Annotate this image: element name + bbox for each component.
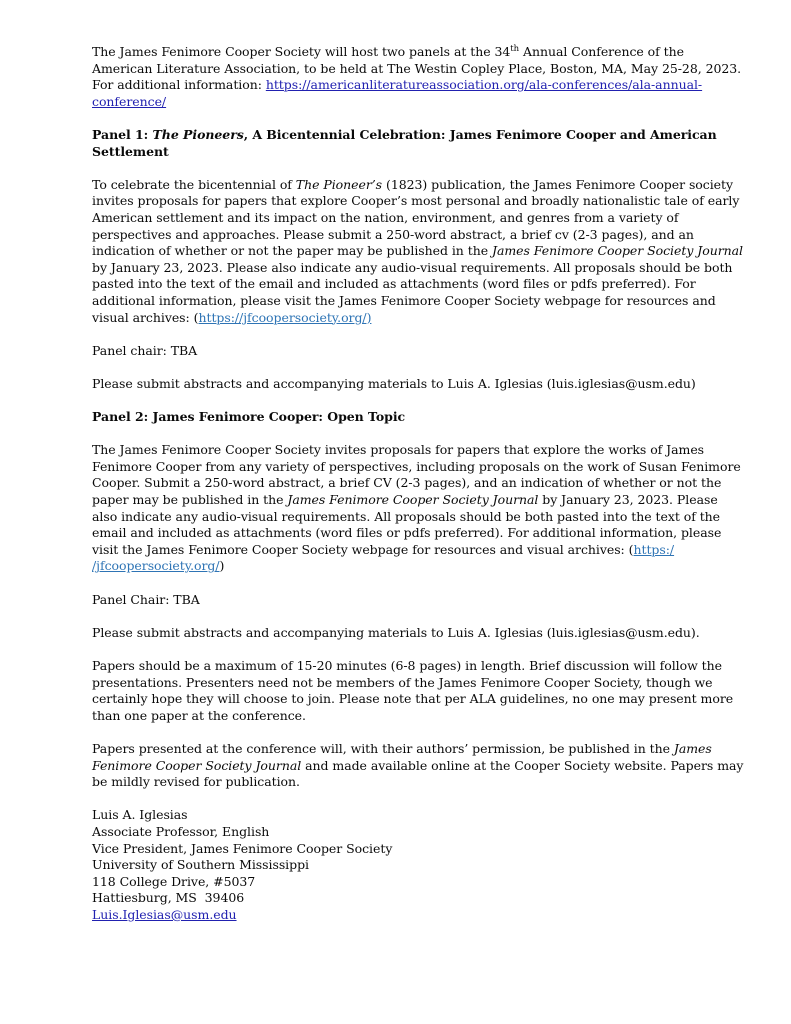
- text-run: and made available online at the Cooper Society website. Papers may be mildly revised for publication.: [92, 757, 744, 790]
- text-run: Luis A. Iglesias: [92, 807, 188, 823]
- text-run: , A Bicentennial Celebration: James Fenimore Cooper and American Settlement: [92, 126, 717, 159]
- signature-email-link[interactable]: Luis.Iglesias@usm.edu: [92, 906, 237, 922]
- text-run: Papers presented at the conference will, with their authors’ permission, be published in the: [92, 740, 674, 756]
- text-run: To celebrate the bicentennial of: [92, 176, 296, 192]
- panel-2-heading: [92, 409, 746, 426]
- text-run: The James Fenimore Cooper Society invites proposals for papers that explore the works of James Fenimore Cooper from any variety of perspectives, including proposals on the work of Susan Fenimore Cooper. Submit a 250-word abstract, a brief CV (2-3 pages), and an indication of whether or not the paper may be published in the: [92, 442, 741, 508]
- panel-1-heading: [92, 127, 746, 160]
- text-run: (1823) publication, the James Fenimore Cooper society invites proposals for papers that explore Cooper’s most personal and broadly nationalistic tale of early American settlement and its impact on the nation, environment, and genres from a variety of perspectives and approaches. Please submit a 250-word abstract, a brief cv (2-3 pages), and an indication of whether or not the paper may be published in the: [92, 176, 740, 259]
- text-run: University of Southern Mississippi: [92, 857, 309, 873]
- text-run: by January 23, 2023. Please also indicate any audio-visual requirements. All proposals should be both pasted into the text of the email and included as attachments (word files or pdfs preferred). For additional information, please visit the James Fenimore Cooper Society webpage for resources and visual archives: (: [92, 259, 733, 325]
- text-run: James Fenimore Cooper Society Journal: [491, 243, 743, 259]
- text-run: th: [510, 43, 520, 54]
- text-run: 118 College Drive, #5037: [92, 873, 256, 889]
- panel-2-description-link[interactable]: https:/ /jfcoopersociety.org/: [92, 541, 675, 574]
- panel-1-submission: [92, 376, 746, 393]
- text-run: Please submit abstracts and accompanying materials to Luis A. Iglesias (luis.iglesias@usm.edu).: [92, 624, 700, 640]
- text-run: The James Fenimore Cooper Society will host two panels at the 34: [92, 44, 511, 59]
- panel-2-chair: [92, 592, 746, 609]
- text-run: Hattiesburg, MS 39406: [92, 890, 245, 906]
- text-run: Panel chair: TBA: [92, 342, 198, 358]
- text-run: Associate Professor, English: [92, 823, 270, 839]
- publication-note: [92, 741, 746, 791]
- text-run: Papers should be a maximum of 15-20 minutes (6-8 pages) in length. Brief discussion will follow the presentations. Presenters need not be members of the James Fenimore Cooper Society, though we certainly hope they will choose to join. Please note that per ALA guidelines, no one may present more than one paper at the conference.: [92, 657, 734, 723]
- intro-paragraph-link[interactable]: https://americanliteratureassociation.org/ala-conferences/ala-annual-conference/: [92, 77, 703, 109]
- text-run: Panel Chair: TBA: [92, 591, 200, 607]
- signature-title: [92, 824, 746, 841]
- signature-city-state-zip: [92, 890, 746, 907]
- panel-2-submission: [92, 625, 746, 642]
- text-run: James Fenimore Cooper Society Journal: [92, 740, 712, 773]
- text-run: The Pioneer’s: [295, 176, 383, 192]
- signature-university: [92, 857, 746, 874]
- signature-role: [92, 841, 746, 858]
- panel-1-description: [92, 177, 746, 326]
- paper-guidelines: [92, 658, 746, 724]
- text-run: by January 23, 2023. Please also indicate any audio-visual requirements. All proposals should be both pasted into the text of the email and included as attachments (word files or pdfs preferred). For additional information, please visit the James Fenimore Cooper Society webpage for resources and visual archives: (: [92, 492, 722, 557]
- panel-2-description: [92, 442, 746, 575]
- signature-email: [92, 907, 746, 924]
- document-body: [92, 44, 746, 923]
- intro-paragraph: [92, 44, 746, 110]
- text-run: Vice President, James Fenimore Cooper Society: [92, 840, 393, 856]
- panel-1-description-link[interactable]: https://jfcoopersociety.org/): [198, 309, 372, 325]
- text-run: ): [219, 558, 225, 574]
- text-run: Please submit abstracts and accompanying materials to Luis A. Iglesias (luis.iglesias@usm.edu): [92, 375, 696, 391]
- panel-1-chair: [92, 343, 746, 360]
- text-run: Panel 1:: [92, 126, 153, 142]
- text-run: The Pioneers: [152, 126, 244, 142]
- text-run: Annual Conference of the American Literature Association, to be held at The Westin Copley Place, Boston, MA, May 25-28, 2023. For additional information:: [92, 44, 742, 93]
- signature-name: [92, 807, 746, 824]
- text-run: James Fenimore Cooper Society Journal: [287, 492, 539, 508]
- signature-address: [92, 874, 746, 891]
- text-run: Panel 2: James Fenimore Cooper: Open Topic: [92, 409, 406, 425]
